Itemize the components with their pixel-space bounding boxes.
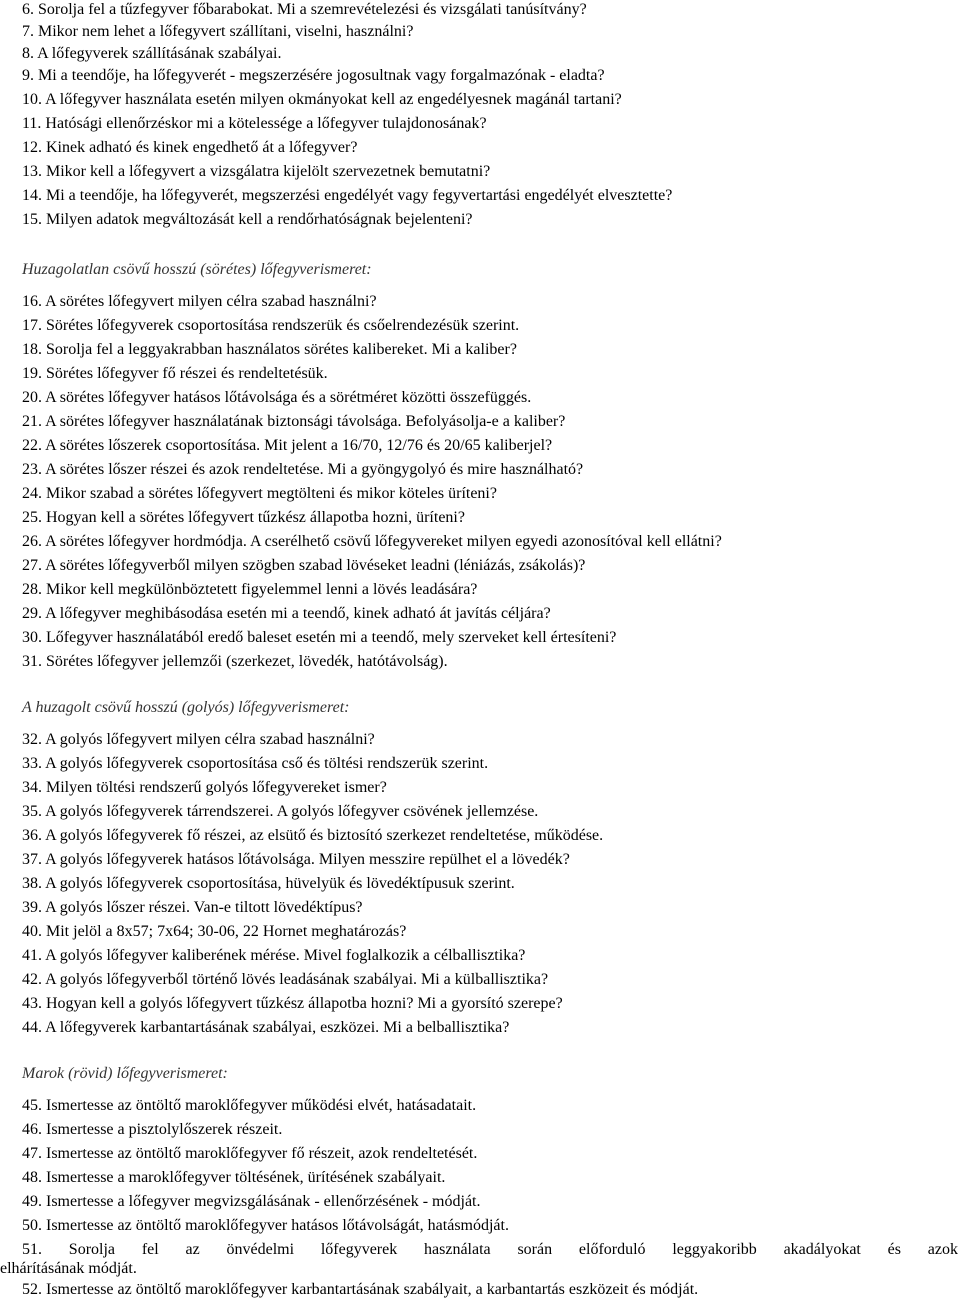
question-25: 25. Hogyan kell a sörétes lőfegyvert tűzkész állapotba hozni, üríteni?	[22, 509, 465, 526]
question-43: 43. Hogyan kell a golyós lőfegyvert tűzkész állapotba hozni? Mi a gyorsító szerepe?	[22, 995, 563, 1012]
question-13: 13. Mikor kell a lőfegyvert a vizsgálatra kijelölt szervezetnek bemutatni?	[22, 163, 491, 180]
question-28: 28. Mikor kell megkülönböztetett figyelemmel lenni a lövés leadására?	[22, 581, 478, 598]
question-38: 38. A golyós lőfegyverek csoportosítása, hüvelyük és lövedéktípusuk szerint.	[22, 875, 515, 892]
section-heading-handgun: Marok (rövid) lőfegyverismeret:	[22, 1065, 228, 1082]
question-17: 17. Sörétes lőfegyverek csoportosítása rendszerük és csőelrendezésük szerint.	[22, 317, 520, 334]
question-31: 31. Sörétes lőfegyver jellemzői (szerkezet, lövedék, hatótávolság).	[22, 653, 448, 670]
question-46: 46. Ismertesse a pisztolylőszerek részeit.	[22, 1121, 283, 1138]
question-18: 18. Sorolja fel a leggyakrabban használatos sörétes kalibereket. Mi a kaliber?	[22, 341, 517, 358]
question-35: 35. A golyós lőfegyverek tárrendszerei. A golyós lőfegyver csövének jellemzése.	[22, 803, 539, 820]
question-39: 39. A golyós lőszer részei. Van-e tiltott lövedéktípus?	[22, 899, 363, 916]
question-44: 44. A lőfegyverek karbantartásának szabályai, eszközei. Mi a belballisztika?	[22, 1019, 510, 1036]
question-16: 16. A sörétes lőfegyvert milyen célra szabad használni?	[22, 293, 377, 310]
question-36: 36. A golyós lőfegyverek fő részei, az elsütő és biztosító szerkezet rendeltetése, működése.	[22, 827, 604, 844]
question-42: 42. A golyós lőfegyverből történő lövés leadásának szabályai. Mi a külballisztika?	[22, 971, 549, 988]
question-50: 50. Ismertesse az öntöltő maroklőfegyver hatásos lőtávolságát, hatásmódját.	[22, 1217, 509, 1234]
question-40: 40. Mit jelöl a 8x57; 7x64; 30-06, 22 Hornet meghatározás?	[22, 923, 407, 940]
question-33: 33. A golyós lőfegyverek csoportosítása cső és töltési rendszerük szerint.	[22, 755, 489, 772]
question-26: 26. A sörétes lőfegyver hordmódja. A cserélhető csövű lőfegyvereket milyen egyedi azonosítóval kell ellátni?	[22, 533, 722, 550]
question-8: 8. A lőfegyverek szállításának szabályai.	[22, 45, 282, 62]
question-49: 49. Ismertesse a lőfegyver megvizsgálásának - ellenőrzésének - módját.	[22, 1193, 481, 1210]
question-19: 19. Sörétes lőfegyver fő részei és rendeltetésük.	[22, 365, 328, 382]
question-51-line-1: 51. Sorolja fel az önvédelmi lőfegyverek használata során előforduló leggyakoribb akadályokat és azok	[22, 1241, 958, 1258]
question-7: 7. Mikor nem lehet a lőfegyvert szállítani, viselni, használni?	[22, 23, 414, 40]
question-9: 9. Mi a teendője, ha lőfegyverét - megszerzésére jogosultnak vagy forgalmazónak - eladta?	[22, 67, 605, 84]
question-37: 37. A golyós lőfegyverek hatásos lőtávolsága. Milyen messzire repülhet el a lövedék?	[22, 851, 570, 868]
question-45: 45. Ismertesse az öntöltő maroklőfegyver működési elvét, hatásadatait.	[22, 1097, 477, 1114]
question-21: 21. A sörétes lőfegyver használatának biztonsági távolsága. Befolyásolja-e a kaliber?	[22, 413, 566, 430]
question-34: 34. Milyen töltési rendszerű golyós lőfegyvereket ismer?	[22, 779, 387, 796]
question-20: 20. A sörétes lőfegyver hatásos lőtávolsága és a sörétméret közötti összefüggés.	[22, 389, 532, 406]
question-32: 32. A golyós lőfegyvert milyen célra szabad használni?	[22, 731, 375, 748]
question-52: 52. Ismertesse az öntöltő maroklőfegyver karbantartásának szabályait, a karbantartás eszközeit és módját.	[22, 1281, 699, 1298]
question-11: 11. Hatósági ellenőrzéskor mi a kötelessége a lőfegyver tulajdonosának?	[22, 115, 487, 132]
question-29: 29. A lőfegyver meghibásodása esetén mi a teendő, kinek adható át javítás céljára?	[22, 605, 551, 622]
question-30: 30. Lőfegyver használatából eredő baleset esetén mi a teendő, mely szerveket kell értesíteni?	[22, 629, 617, 646]
question-48: 48. Ismertesse a maroklőfegyver töltésének, ürítésének szabályait.	[22, 1169, 446, 1186]
question-24: 24. Mikor szabad a sörétes lőfegyvert megtölteni és mikor köteles üríteni?	[22, 485, 497, 502]
question-41: 41. A golyós lőfegyver kaliberének mérése. Mivel foglalkozik a célballisztika?	[22, 947, 526, 964]
question-22: 22. A sörétes lőszerek csoportosítása. Mit jelent a 16/70, 12/76 és 20/65 kaliberjel?	[22, 437, 553, 454]
section-heading-shotgun: Huzagolatlan csövű hosszú (sörétes) lőfegyverismeret:	[22, 261, 372, 278]
section-heading-rifle: A huzagolt csövű hosszú (golyós) lőfegyverismeret:	[22, 699, 350, 716]
question-10: 10. A lőfegyver használata esetén milyen okmányokat kell az engedélyesnek magánál tartani?	[22, 91, 622, 108]
question-27: 27. A sörétes lőfegyverből milyen szögben szabad lövéseket leadni (léniázás, zsákolás)?	[22, 557, 586, 574]
question-47: 47. Ismertesse az öntöltő maroklőfegyver fő részeit, azok rendeltetését.	[22, 1145, 478, 1162]
question-12: 12. Kinek adható és kinek engedhető át a lőfegyver?	[22, 139, 358, 156]
question-15: 15. Milyen adatok megváltozását kell a rendőrhatóságnak bejelenteni?	[22, 211, 473, 228]
question-14: 14. Mi a teendője, ha lőfegyverét, megszerzési engedélyét vagy fegyvertartási engedélyét elvesztette?	[22, 187, 673, 204]
question-23: 23. A sörétes lőszer részei és azok rendeltetése. Mi a gyöngygolyó és mire használható?	[22, 461, 584, 478]
question-6: 6. Sorolja fel a tűzfegyver főbarabokat. Mi a szemrevételezési és vizsgálati tanúsítvány?	[22, 1, 587, 18]
question-51-line-2: elhárításának módját.	[0, 1260, 137, 1277]
